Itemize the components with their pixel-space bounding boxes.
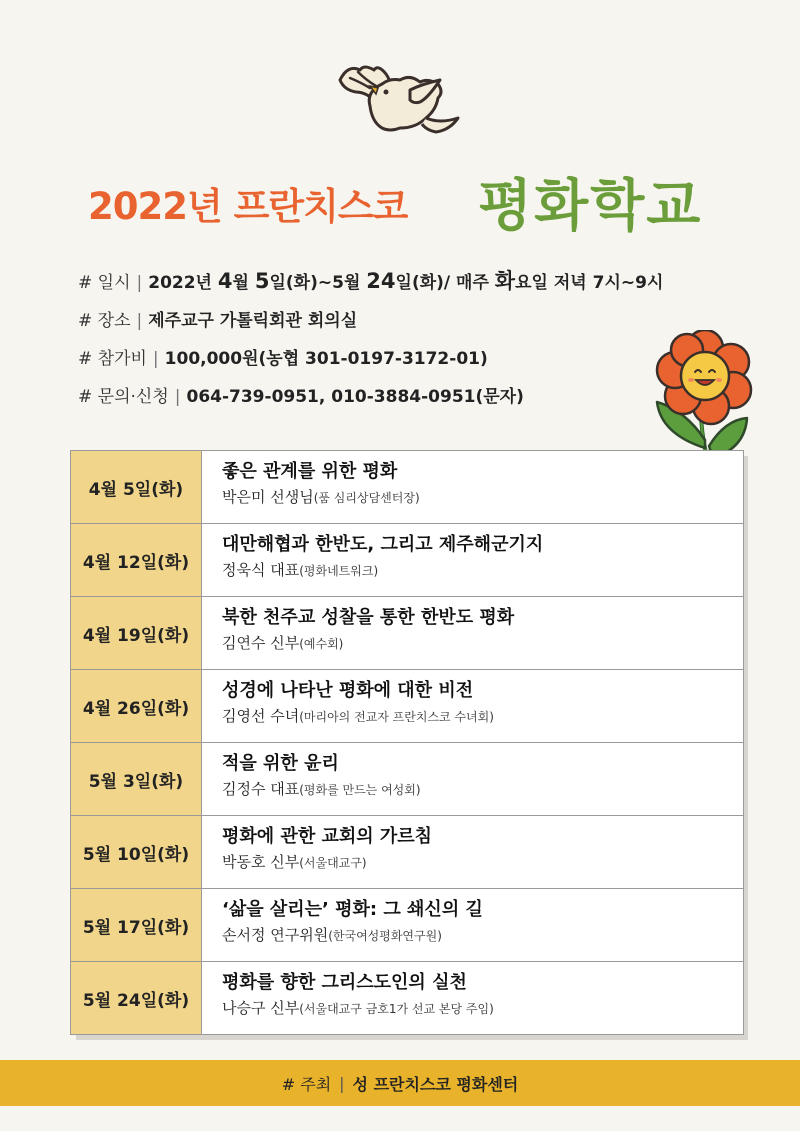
info-contact: # 문의·신청 | 064-739-0951, 010-3884-0951(문자) xyxy=(78,387,524,407)
session-date: 4월 19일(화) xyxy=(71,597,202,669)
session-date: 5월 10일(화) xyxy=(71,816,202,888)
info-contact-label: # 문의·신청 xyxy=(78,387,169,407)
session-speaker: 박동호 신부(서울대교구) xyxy=(222,853,367,871)
table-row xyxy=(71,889,743,962)
info-fee-label: # 참가비 xyxy=(78,349,147,369)
table-row xyxy=(71,670,743,743)
info-place-value: 제주교구 가톨릭회관 회의실 xyxy=(148,311,358,331)
footer-label: # 주최 xyxy=(281,1074,332,1094)
table-row xyxy=(71,451,743,524)
table-row xyxy=(71,816,743,889)
event-info xyxy=(78,262,663,416)
title xyxy=(0,168,800,238)
table-row xyxy=(71,524,743,597)
session-topic: ‘삶을 살리는’ 평화: 그 쇄신의 길 xyxy=(222,899,483,920)
schedule-table xyxy=(70,450,744,1035)
info-date-label: # 일시 xyxy=(78,273,131,293)
session-topic: 평화를 향한 그리스도인의 실천 xyxy=(222,972,467,993)
info-date: # 일시 | 2022년 4월 5일(화)~5월 24일(화)/ 매주 화요일 저녁 7시~9시 xyxy=(78,269,664,293)
footer-organizer: # 주최 | 성 프란치스코 평화센터 xyxy=(0,1060,800,1106)
session-speaker: 정욱식 대표(평화네트워크) xyxy=(222,561,379,579)
table-row xyxy=(71,597,743,670)
session-date: 5월 24일(화) xyxy=(71,962,202,1034)
dove-icon xyxy=(330,62,470,152)
table-row xyxy=(71,962,743,1034)
session-speaker: 손서정 연구위원(한국여성평화연구원) xyxy=(222,926,442,944)
session-speaker: 김영선 수녀(마리아의 전교자 프란치스코 수녀회) xyxy=(222,707,494,725)
session-date: 4월 26일(화) xyxy=(71,670,202,742)
session-date: 4월 12일(화) xyxy=(71,524,202,596)
info-place: # 장소 | 제주교구 가톨릭회관 회의실 xyxy=(78,311,358,331)
session-date: 5월 17일(화) xyxy=(71,889,202,961)
session-topic: 대만해협과 한반도, 그리고 제주해군기지 xyxy=(222,534,544,555)
title-year: 2022년 프란치스코 xyxy=(88,185,408,228)
session-date: 4월 5일(화) xyxy=(71,451,202,523)
session-topic: 북한 천주교 성찰을 통한 한반도 평화 xyxy=(222,607,515,628)
session-date: 5월 3일(화) xyxy=(71,743,202,815)
session-speaker: 박은미 선생님(품 심리상담센터장) xyxy=(222,488,420,506)
footer-value: 성 프란치스코 평화센터 xyxy=(352,1074,519,1094)
session-speaker: 김연수 신부(예수회) xyxy=(222,634,344,652)
info-date-value: 2022년 4월 5일(화)~5월 24일(화)/ 매주 화요일 저녁 7시~9시 xyxy=(148,269,664,293)
session-topic: 성경에 나타난 평화에 대한 비전 xyxy=(222,680,474,701)
session-speaker: 나승구 신부(서울대교구 금호1가 선교 본당 주임) xyxy=(222,999,494,1017)
info-place-label: # 장소 xyxy=(78,311,131,331)
info-fee-value: 100,000원(농협 301-0197-3172-01) xyxy=(164,349,488,369)
session-topic: 적을 위한 윤리 xyxy=(222,753,339,774)
session-topic: 좋은 관계를 위한 평화 xyxy=(222,461,398,482)
title-main: 평화학교 xyxy=(478,174,703,239)
table-row xyxy=(71,743,743,816)
session-speaker: 김정수 대표(평화를 만드는 여성회) xyxy=(222,780,421,798)
info-fee: # 참가비 | 100,000원(농협 301-0197-3172-01) xyxy=(78,349,488,369)
session-topic: 평화에 관한 교회의 가르침 xyxy=(222,826,433,847)
info-contact-value: 064-739-0951, 010-3884-0951(문자) xyxy=(186,387,524,407)
